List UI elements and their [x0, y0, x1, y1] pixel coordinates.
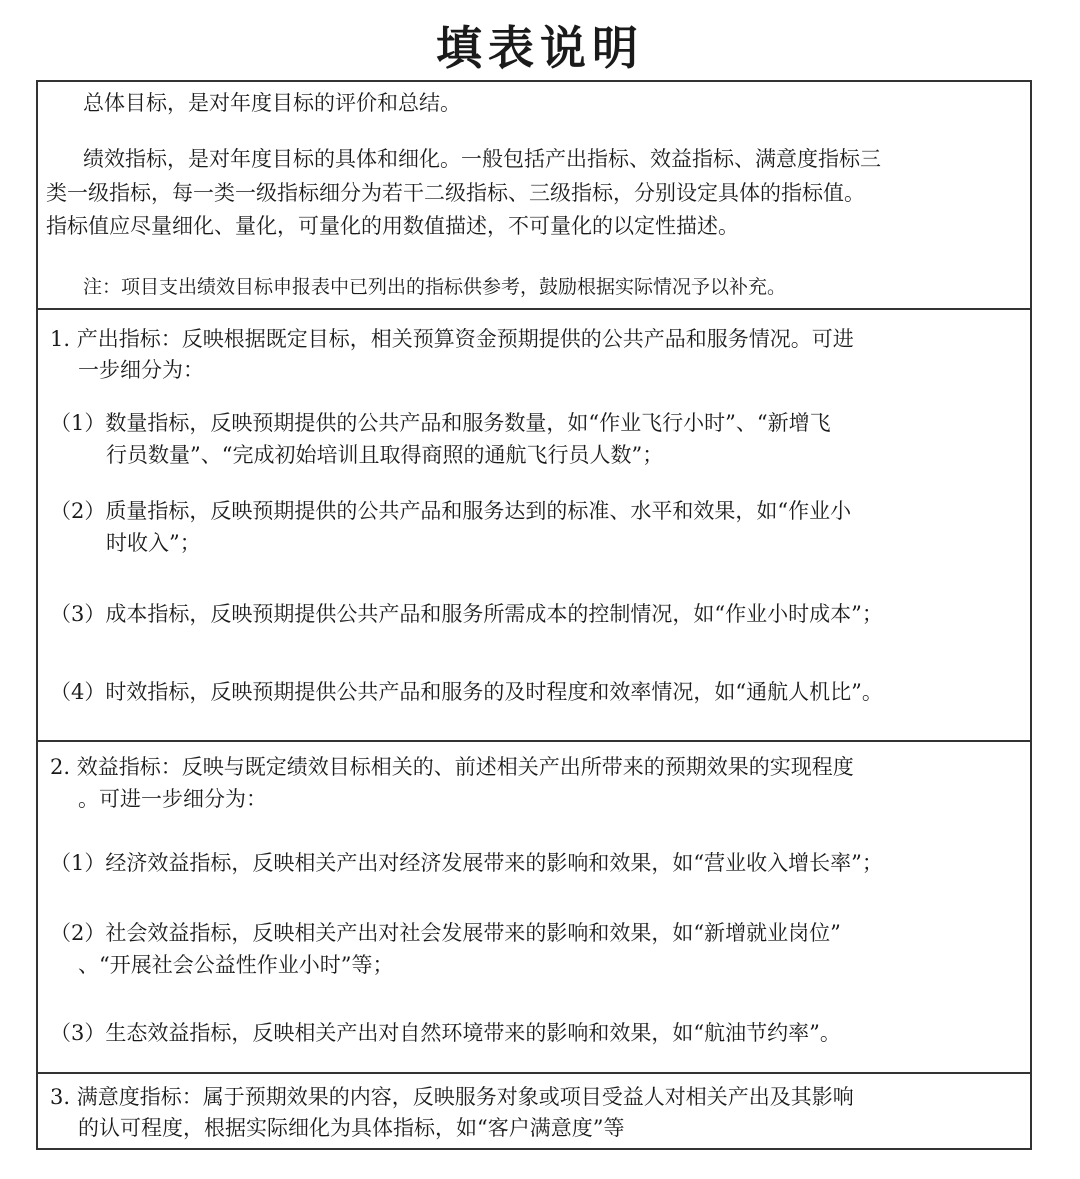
benefit-item-social-line-2: 、“开展社会公益性作业小时”等；: [78, 953, 394, 977]
output-item-quality-line-1: （2）质量指标，反映预期提供的公共产品和服务达到的标准、水平和效果，如“作业小: [50, 499, 852, 523]
benefit-heading-line-1: 2. 效益指标：反映与既定绩效目标相关的、前述相关产出所带来的预期效果的实现程度: [50, 755, 854, 779]
note-text: 注：项目支出绩效目标申报表中已列出的指标供参考，鼓励根据实际情况予以补充。: [83, 276, 787, 298]
performance-text-line-2: 类一级指标，每一类一级指标细分为若干二级指标、三级指标，分别设定具体的指标值。: [46, 181, 865, 205]
output-item-quantity-line-2: 行员数量”、“完成初始培训且取得商照的通航飞行员人数”；: [106, 443, 664, 467]
output-item-cost: （3）成本指标，反映预期提供公共产品和服务所需成本的控制情况，如“作业小时成本”；: [50, 602, 883, 626]
performance-text-line-1: 绩效指标，是对年度目标的具体和细化。一般包括产出指标、效益指标、满意度指标三: [83, 147, 881, 171]
benefit-item-social-line-1: （2）社会效益指标，反映相关产出对社会发展带来的影响和效果，如“新增就业岗位”: [50, 921, 841, 945]
performance-text-line-3: 指标值应尽量细化、量化，可量化的用数值描述，不可量化的以定性描述。: [46, 214, 739, 238]
satisfaction-indicators-section: [38, 1074, 1030, 1148]
intro-section: [38, 82, 1030, 310]
benefit-heading-line-2: 。可进一步细分为：: [78, 787, 267, 811]
instruction-table: [36, 80, 1032, 1150]
satisfaction-line-2: 的认可程度，根据实际细化为具体指标，如“客户满意度”等: [78, 1116, 625, 1140]
output-heading-line-2: 一步细分为：: [78, 358, 204, 382]
output-heading-line-1: 1. 产出指标：反映根据既定目标，相关预算资金预期提供的公共产品和服务情况。可进: [50, 327, 854, 351]
satisfaction-line-1: 3. 满意度指标：属于预期效果的内容，反映服务对象或项目受益人对相关产出及其影响: [50, 1085, 854, 1109]
output-item-quantity-line-1: （1）数量指标，反映预期提供的公共产品和服务数量，如“作业飞行小时”、“新增飞: [50, 411, 831, 435]
output-item-quality-line-2: 时收入”；: [106, 531, 201, 555]
benefit-item-economic: （1）经济效益指标，反映相关产出对经济发展带来的影响和效果，如“营业收入增长率”；: [50, 851, 883, 875]
benefit-indicators-section: [38, 742, 1030, 1074]
output-indicators-section: [38, 310, 1030, 742]
overall-goal-text: 总体目标，是对年度目标的评价和总结。: [83, 91, 461, 115]
benefit-item-ecological: （3）生态效益指标，反映相关产出对自然环境带来的影响和效果，如“航油节约率”。: [50, 1021, 841, 1045]
page-title: 填表说明: [436, 21, 644, 75]
output-item-timeliness: （4）时效指标，反映预期提供公共产品和服务的及时程度和效率情况，如“通航人机比”。: [50, 680, 883, 704]
